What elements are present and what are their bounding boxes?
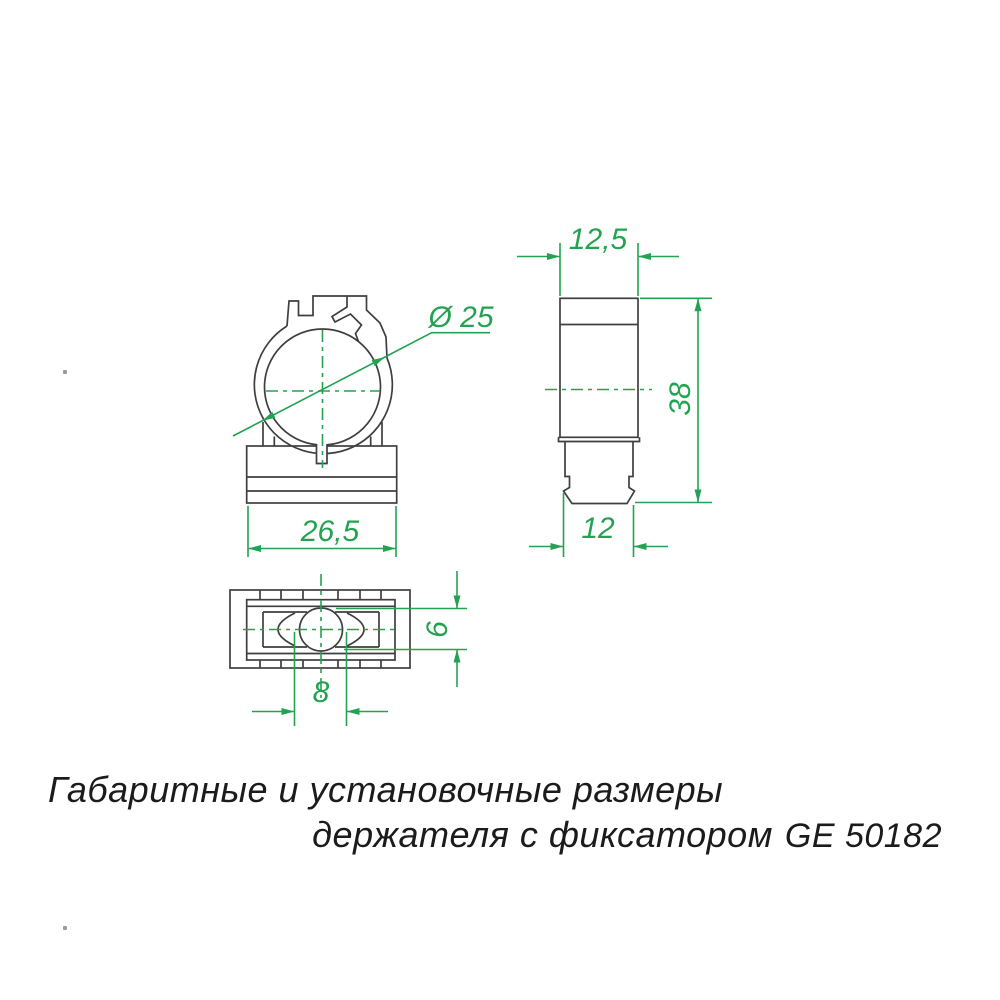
diameter-leader-line bbox=[233, 333, 490, 436]
dimension-side-top-width bbox=[517, 223, 679, 296]
side-top-width-label: 12,5 bbox=[568, 223, 628, 256]
slot-height-arrow-top bbox=[454, 596, 461, 609]
scan-speck-top bbox=[63, 370, 67, 374]
dimension-diameter-25 bbox=[233, 301, 494, 436]
side-view bbox=[559, 298, 640, 503]
side-foot bbox=[564, 442, 635, 504]
side-height-label: 38 bbox=[664, 382, 697, 416]
front-base-grooves bbox=[247, 477, 397, 491]
slot-height-arrow-bottom bbox=[454, 650, 461, 663]
dimension-base-width bbox=[248, 506, 396, 557]
slot-width-arrow-right bbox=[347, 708, 360, 715]
caption-line-1: Габаритные и установочные размеры bbox=[48, 769, 724, 810]
slot-height-label: 6 bbox=[421, 621, 454, 638]
side-top-arrow-left bbox=[547, 253, 560, 260]
side-body bbox=[560, 298, 638, 437]
base-width-arrow-right bbox=[383, 545, 396, 552]
slot-width-label: 8 bbox=[312, 676, 330, 709]
side-top-arrow-right bbox=[638, 253, 651, 260]
caption-product-code: GE 50182 bbox=[784, 817, 942, 855]
side-height-arrow-bottom bbox=[695, 490, 702, 503]
front-latch-outline bbox=[287, 296, 387, 358]
diameter-label: Ø 25 bbox=[428, 301, 494, 334]
side-foot-arrow-right bbox=[634, 543, 647, 550]
side-height-arrow-top bbox=[695, 298, 702, 311]
base-width-arrow-left bbox=[248, 545, 261, 552]
dimension-slot-width bbox=[252, 632, 388, 726]
dimension-side-height bbox=[635, 298, 712, 502]
base-width-label: 26,5 bbox=[300, 515, 360, 548]
side-foot-arrow-left bbox=[551, 543, 564, 550]
slot-width-arrow-left bbox=[282, 708, 295, 715]
scan-speck-bottom bbox=[63, 926, 67, 930]
caption-line-2-text: держателя с фиксатором bbox=[312, 814, 773, 855]
caption-line-2 bbox=[312, 814, 942, 856]
side-foot-width-label: 12 bbox=[581, 512, 615, 545]
